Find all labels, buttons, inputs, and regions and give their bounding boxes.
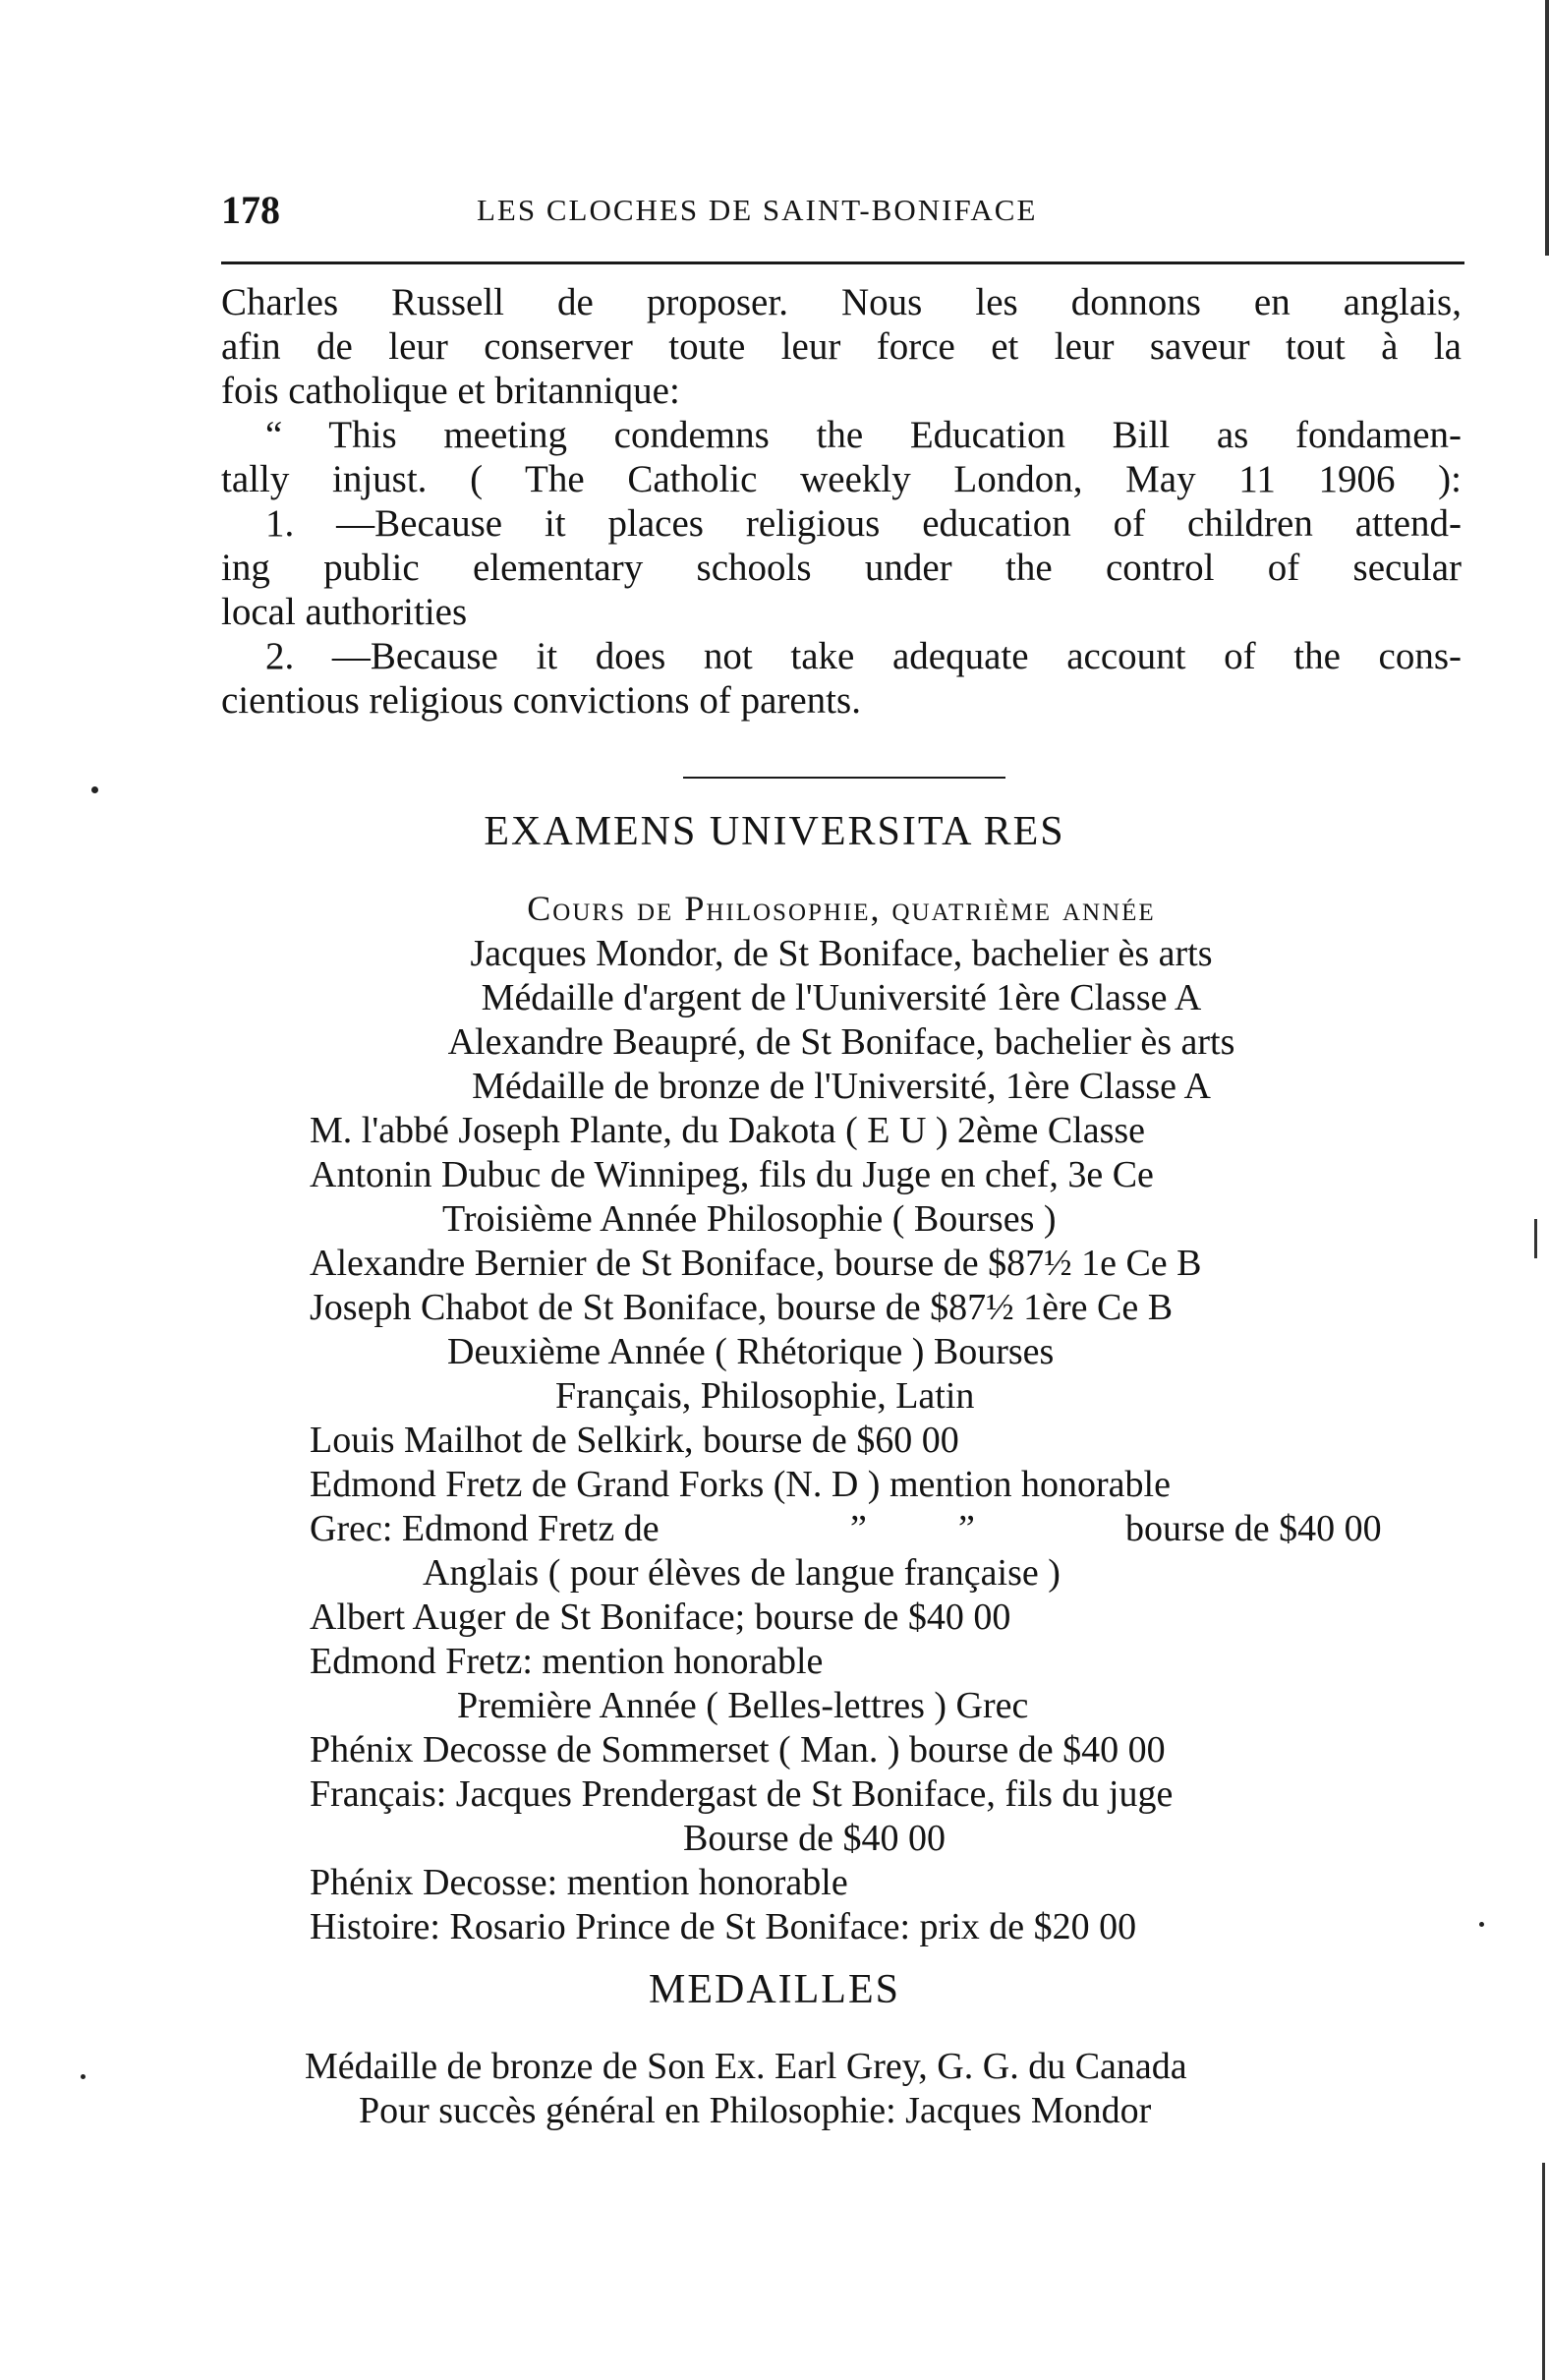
medals-heading: MEDAILLES — [649, 1967, 900, 2012]
exam-line: Français: Jacques Prendergast de St Boniface, fils du juge — [310, 1773, 1174, 1815]
exam-subheading: Première Année ( Belles-lettres ) Grec — [457, 1685, 1029, 1726]
scan-speck — [81, 2074, 86, 2079]
exam-subheading: Français, Philosophie, Latin — [555, 1375, 975, 1417]
exam-line: Joseph Chabot de St Boniface, bourse de $87½ 1ère Ce B — [310, 1287, 1174, 1328]
exam-line: Phénix Decosse de Sommerset ( Man. ) bourse de $40 00 — [310, 1729, 1166, 1770]
exam-line: bourse de $40 00 — [1125, 1508, 1382, 1549]
exam-line: Phénix Decosse: mention honorable — [310, 1862, 848, 1903]
ditto-mark: ” — [958, 1508, 975, 1549]
reason-line: cientious religious convictions of parents. — [221, 679, 861, 722]
medal-line: Médaille de bronze de Son Ex. Earl Grey, G. G. du Canada — [305, 2046, 1187, 2087]
exam-line: M. l'abbé Joseph Plante, du Dakota ( E U ) 2ème Classe — [310, 1110, 1146, 1151]
ditto-mark: ” — [850, 1508, 867, 1549]
reason-line: ing public elementary schools under the control of secular — [221, 547, 1462, 589]
quote-line: “ This meeting condemns the Education Bill as fondamen- — [265, 414, 1462, 456]
exam-line: Antonin Dubuc de Winnipeg, fils du Juge en chef, 3e Ce — [310, 1154, 1154, 1195]
exam-line: Alexandre Bernier de St Boniface, bourse de $87½ 1e Ce B — [310, 1243, 1202, 1284]
exam-line: Edmond Fretz de Grand Forks (N. D ) mention honorable — [310, 1464, 1171, 1505]
reason-line: local authorities — [221, 591, 468, 633]
text-line: Charles Russell de proposer. Nous les donnons en anglais, — [221, 281, 1462, 323]
reason-line: 1. —Because it places religious education of children attend- — [265, 502, 1462, 545]
page-number: 178 — [221, 188, 280, 232]
section-divider — [683, 777, 1005, 779]
page-header — [221, 187, 1460, 236]
exam-line: Médaille d'argent de l'Uuniversité 1ère Classe A — [481, 977, 1202, 1018]
exam-line: Bourse de $40 00 — [683, 1818, 947, 1859]
reason-line: 2. —Because it does not take adequate account of the cons- — [265, 635, 1462, 677]
quote-line: tally injust. ( The Catholic weekly London, May 11 1906 ): — [221, 458, 1462, 500]
exam-line: Grec: Edmond Fretz de — [310, 1508, 660, 1549]
header-rule — [221, 261, 1464, 264]
exam-line: Edmond Fretz: mention honorable — [310, 1641, 824, 1682]
text-line: fois catholique et britannique: — [221, 370, 680, 412]
text-line: afin de leur conserver toute leur force et leur saveur tout à la — [221, 325, 1462, 368]
exam-line: Jacques Mondor, de St Boniface, bachelier ès arts — [470, 933, 1213, 974]
exam-subheading: Deuxième Année ( Rhétorique ) Bourses — [447, 1331, 1055, 1372]
exam-line: Histoire: Rosario Prince de St Boniface: prix de $20 00 — [310, 1906, 1137, 1947]
exam-line: Albert Auger de St Boniface; bourse de $40 00 — [310, 1596, 1011, 1638]
running-title: LES CLOCHES DE SAINT-BONIFACE — [477, 193, 1038, 227]
exam-line: Médaille de bronze de l'Université, 1ère Classe A — [472, 1066, 1211, 1107]
exam-subheading: Troisième Année Philosophie ( Bourses ) — [442, 1198, 1057, 1240]
medal-line: Pour succès général en Philosophie: Jacques Mondor — [359, 2090, 1152, 2131]
exams-heading: EXAMENS UNIVERSITA RES — [484, 809, 1065, 854]
exam-subheading: Anglais ( pour élèves de langue française ) — [423, 1552, 1061, 1594]
page-edge-shadow — [1542, 2163, 1545, 2380]
exam-line: Alexandre Beaupré, de St Boniface, bachelier ès arts — [447, 1021, 1235, 1063]
page-edge-shadow — [1545, 0, 1549, 256]
exam-line: Louis Mailhot de Selkirk, bourse de $60 00 — [310, 1420, 959, 1461]
scan-speck — [91, 786, 98, 793]
scan-speck — [1479, 1922, 1484, 1927]
intro-paragraph — [221, 280, 1462, 723]
page-edge-mark — [1534, 1219, 1537, 1258]
course-title: Cours de Philosophie, quatrième année — [527, 889, 1156, 928]
